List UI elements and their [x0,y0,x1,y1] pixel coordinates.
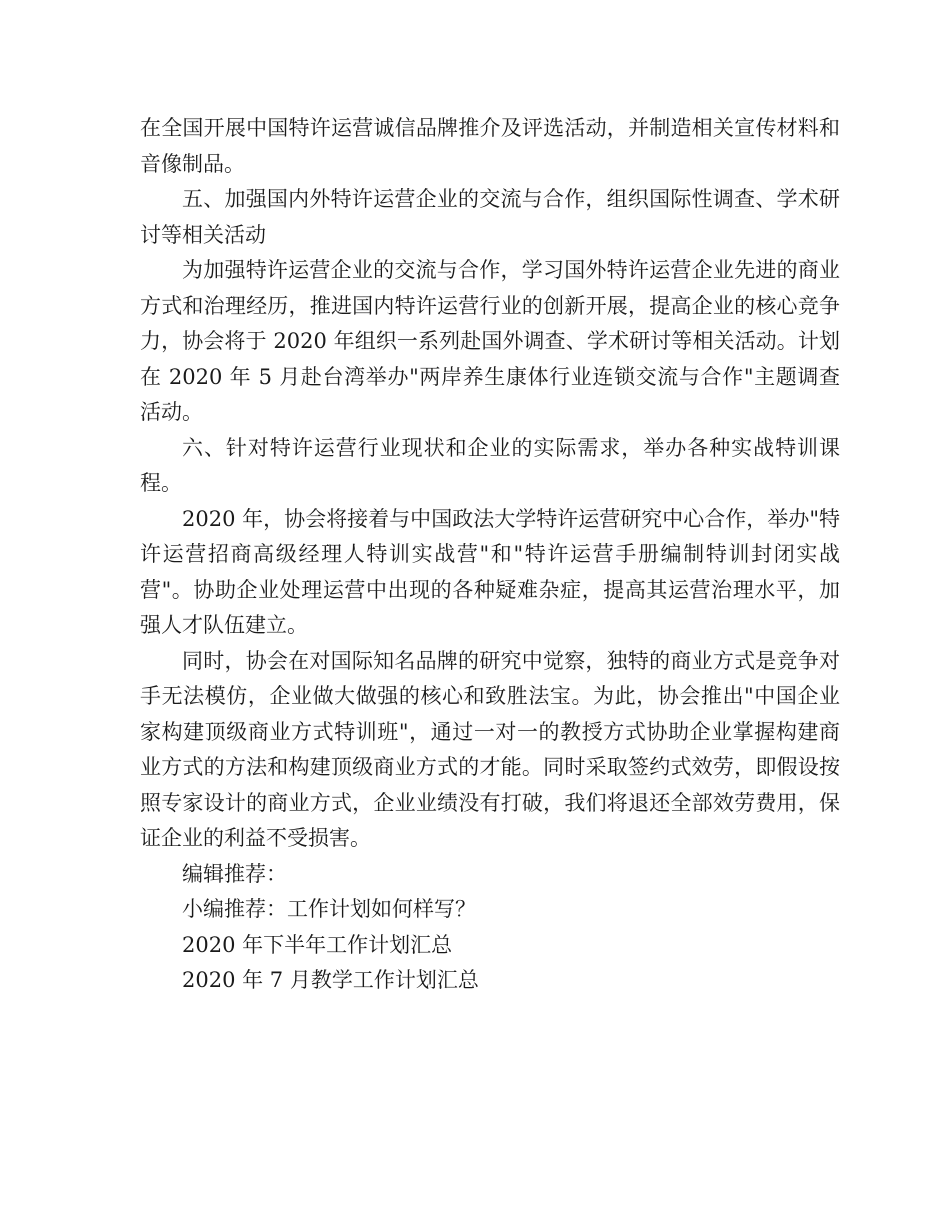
paragraph-business-model: 同时，协会在对国际知名品牌的研究中觉察，独特的商业方式是竞争对手无法模仿，企业做大做强的核心和致胜法宝。为此，协会推出"中国企业家构建顶级商业方式特训班"，通过一对一的教授方式协助企业掌握构建商业方式的方法和构建顶级商业方式的才能。同时采取签约式效劳，即假设按照专家设计的商业方式，企业业绩没有打破，我们将退还全部效劳费用，保证企业的利益不受损害。 [140,648,840,850]
recommend-link-second-half-plan[interactable]: 2020 年下半年工作计划汇总 [182,932,453,957]
recommend-heading: 编辑推荐： [182,861,287,886]
paragraph-brand-promotion: 在全国开展中国特许运营诚信品牌推介及评选活动，并制造相关宣传材料和音像制品。 [140,116,840,176]
section-heading-five: 五、加强国内外特许运营企业的交流与合作，组织国际性调查、学术研讨等相关活动 [140,187,840,247]
recommend-link-how-to-write[interactable]: 小编推荐：工作计划如何样写？ [182,897,476,921]
paragraph-training-camps: 2020 年，协会将接着与中国政法大学特许运营研究中心合作，举办"特许运营招商高级经理人特训实战营"和"特许运营手册编制特训封闭实战营"。协助企业处理运营中出现的各种疑难杂症，提高其运营治理水平，加强人才队伍建立。 [140,506,840,637]
section-heading-six: 六、针对特许运营行业现状和企业的实际需求，举办各种实战特训课程。 [140,435,840,495]
recommend-link-july-teaching-plan[interactable]: 2020 年 7 月教学工作计划汇总 [182,968,479,992]
paragraph-exchange-cooperation: 为加强特许运营企业的交流与合作，学习国外特许运营企业先进的商业方式和治理经历，推进国内特许运营行业的创新开展，提高企业的核心竞争力，协会将于 2020 年组织一系列赴国外调查、学术研讨等相关活动。计划在 2020 年 5 月赴台湾举办"两岸养生康体行业连锁交流与合作"主题调查活动。 [140,258,840,424]
document-body [140,111,840,999]
